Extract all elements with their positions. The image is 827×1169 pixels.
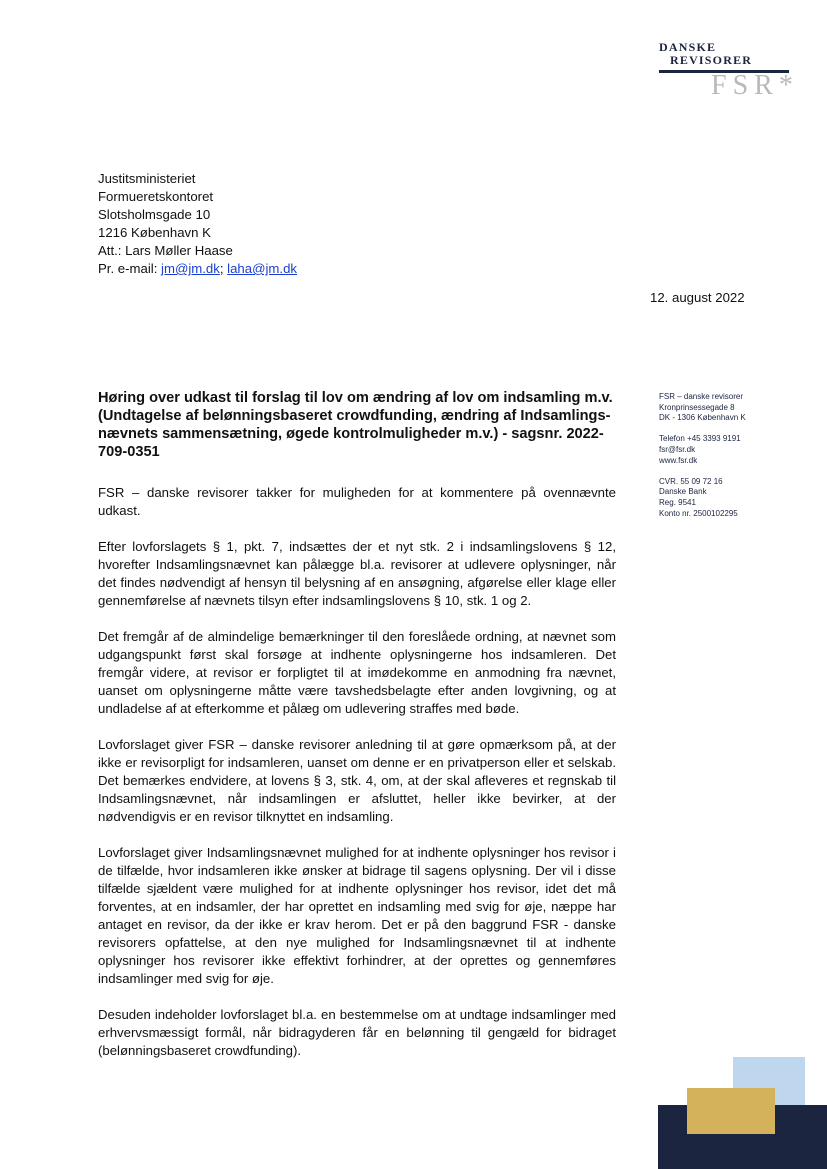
- email-link-laha[interactable]: laha@jm.dk: [227, 261, 297, 276]
- sender-phone: Telefon +45 3393 9191: [659, 434, 741, 444]
- email-prefix: Pr. e-mail:: [98, 261, 162, 276]
- sender-city: DK - 1306 København K: [659, 413, 746, 423]
- sender-email: fsr@fsr.dk: [659, 444, 696, 454]
- sender-account: Konto nr. 2500102295: [659, 508, 738, 518]
- address-line: Slotsholmsgade 10: [98, 207, 211, 222]
- sender-cvr: CVR. 55 09 72 16: [659, 476, 723, 486]
- body-paragraph: Lovforslaget giver FSR – danske revisorer anledning til at gøre opmærksom på, at der ikke er revisorpligt for indsamleren, uanset om denne er en privatperson eller et selskab. Det bemærkes endvidere, at lovens § 3, stk. 4, om, at der skal afleveres et regnskab til Indsamlingsnævnet, når indsamlingen er afsluttet, heller ikke bevirker, at der nødvendigvis er en revisor tilknyttet en indsamling.: [98, 737, 616, 824]
- body-paragraph: Efter lovforslagets § 1, pkt. 7, indsættes der et nyt stk. 2 i indsamlingslovens § 12, hvorefter Indsamlingsnævnet kan pålægge bl.a. revisorer at udlevere oplysninger, når det findes nødvendigt af hensyn til belysning af en ansøgning, afgørelse eller klage eller gennemførelse af nævnets tilsyn efter indsamlingslovens § 10, stk. 1 og 2.: [98, 539, 616, 608]
- sender-website: www.fsr.dk: [659, 455, 698, 465]
- address-line: Justitsministeriet: [98, 171, 196, 186]
- body-paragraph: Desuden indeholder lovforslaget bl.a. en bestemmelse om at undtage indsamlinger med erhvervsmæssigt formål, når bidragyderen får en belønning til gengæld for bidraget (belønningsbaseret crowdfunding).: [98, 1007, 616, 1058]
- address-line: Formueretskontoret: [98, 189, 214, 204]
- email-separator: ;: [219, 261, 228, 276]
- decoration-gold-block: [687, 1088, 775, 1134]
- email-line: [98, 260, 297, 278]
- letter-body: [98, 484, 616, 1078]
- address-line: Att.: Lars Møller Haase: [98, 243, 233, 258]
- letter-date: 12. august 2022: [650, 290, 745, 305]
- logo-line-danske: DANSKE: [659, 40, 717, 54]
- sender-info: [659, 392, 746, 519]
- body-paragraph: FSR – danske revisorer takker for muligheden for at kommentere på ovennævnte udkast.: [98, 485, 616, 518]
- body-paragraph: Det fremgår af de almindelige bemærkninger til den foreslåede ordning, at nævnet som udgangspunkt først skal forsøge at indhente oplysningerne hos indsamleren. Det fremgår videre, at revisor er forpligtet til at imødekomme en anmodning fra nævnet, uanset om oplysningerne måtte være tavshedsbelagte efter anden lovgivning, og at undladelse af at efterkomme et pålæg om udlevering straffes med bøde.: [98, 629, 616, 716]
- recipient-address: [98, 170, 297, 278]
- sender-bank: Danske Bank: [659, 487, 707, 497]
- email-link-jm[interactable]: jm@jm.dk: [161, 261, 220, 276]
- sender-reg: Reg. 9541: [659, 497, 696, 507]
- body-paragraph: Lovforslaget giver Indsamlingsnævnet mulighed for at indhente oplysninger hos revisor i de tilfælde, hvor indsamleren ikke ønsker at bidrage til sagens oplysning. Der vil i disse tilfælde sjældent være mulighed for at indhente oplysninger hos revisor, idet det må forventes, at en indsamler, der har oprettet en indsamling med svig for øje, næppe har antaget en revisor, da der ikke er krav herom. Det er på den baggrund FSR - danske revisorers opfattelse, at den nye mulighed for Indsamlingsnævnet til at indhente oplysninger hos revisorer ikke effektivt forhindrer, at der oprettes og gennemføres indsamlinger med svig for øje.: [98, 845, 616, 986]
- sender-street: Kronprinsessegade 8: [659, 402, 735, 412]
- logo-fsr-mark: FSR*: [711, 70, 799, 101]
- fsr-logo: [658, 40, 799, 104]
- address-line: 1216 København K: [98, 225, 211, 240]
- sender-name: FSR – danske revisorer: [659, 392, 744, 401]
- letter-subject: Høring over udkast til forslag til lov om ændring af lov om indsamling m.v. (Undtagelse af belønningsbaseret crowdfunding, ændring af Indsamlingsnævnets sammensætning, øgede kontrolmuligheder m.v.) - sagsnr. 2022-709-0351: [98, 390, 613, 460]
- logo-line-revisorer: REVISORER: [670, 53, 753, 67]
